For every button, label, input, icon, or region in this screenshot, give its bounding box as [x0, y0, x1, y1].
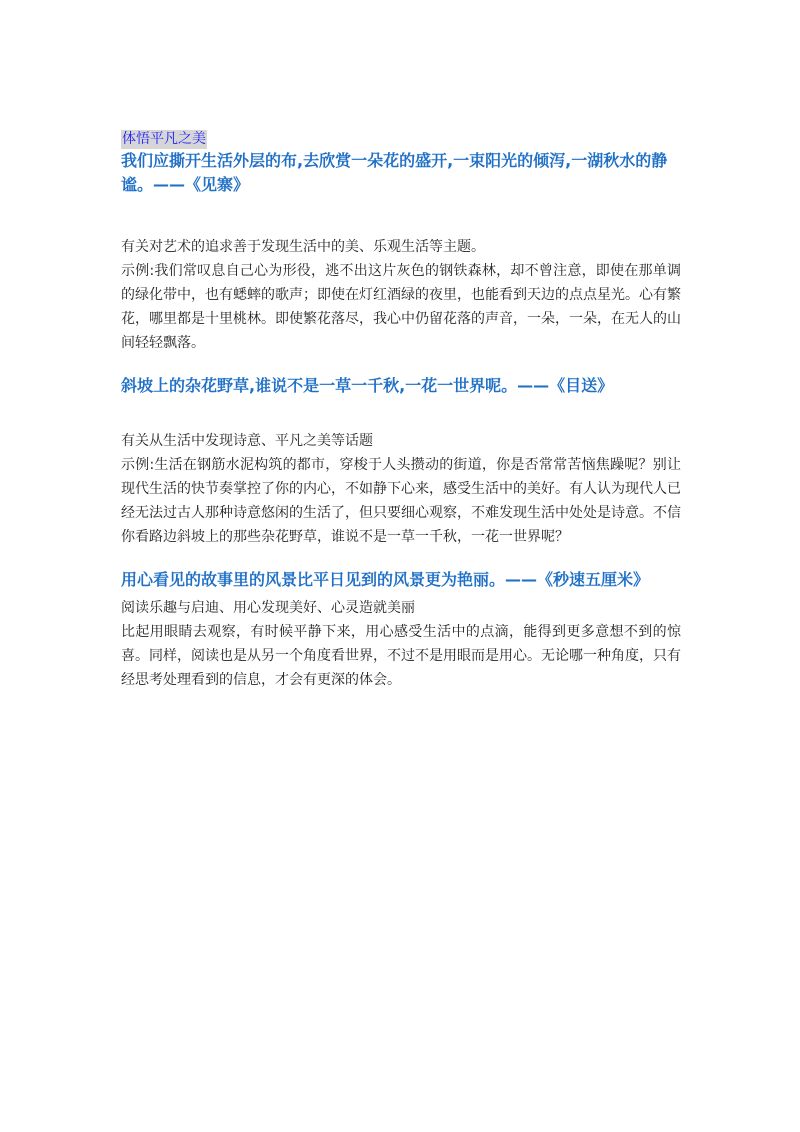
section-example: 示例:我们常叹息自己心为形役，逃不出这片灰色的钢铁森林，却不曾注意，即使在那单调的绿化带中，也有蟋蟀的歌声；即使在灯红酒绿的夜里，也能看到天边的点点星光。心有繁花，哪里都是十里桃林。即使繁花落尽，我心中仍留花落的声音，一朵，一朵，在无人的山间轻轻飘落。 — [121, 263, 681, 351]
section-theme: 阅读乐趣与启迪、用心发现美好、心灵造就美丽 — [121, 600, 415, 616]
section-1 — [121, 149, 681, 355]
section-theme: 有关从生活中发现诗意、平凡之美等话题 — [121, 433, 373, 449]
document-content — [121, 128, 681, 692]
section-3 — [121, 568, 681, 692]
topic-tag: 体悟平凡之美 — [122, 131, 206, 147]
section-example: 示例:生活在钢筋水泥构筑的都市，穿梭于人头攒动的街道，你是否常常苦恼焦躁呢？别让现代生活的快节奏掌控了你的内心，不如静下心来，感受生活中的美好。有人认为现代人已经无法过古人那种诗意悠闲的生活了，但只要细心观察，不难发现生活中处处是诗意。不信你看路边斜坡上的那些杂花野草，谁说不是一草一千秋，一花一世界呢？ — [121, 457, 681, 545]
section-quote: 斜坡上的杂花野草,谁说不是一草一千秋,一花一世界呢。——《目送》 — [121, 376, 614, 395]
section-quote: 用心看见的故事里的风景比平日见到的风景更为艳丽。——《秒速五厘米》 — [121, 570, 650, 589]
section-quote: 我们应撕开生活外层的布,去欣赏一朵花的盛开,一束阳光的倾泻,一湖秋水的静谧。——《见寨》 — [121, 151, 668, 194]
section-theme: 有关对艺术的追求善于发现生活中的美、乐观生活等主题。 — [121, 239, 485, 255]
section-example: 比起用眼睛去观察，有时候平静下来，用心感受生活中的点滴，能得到更多意想不到的惊喜。同样，阅读也是从另一个角度看世界，不过不是用眼而是用心。无论哪一种角度，只有经思考处理看到的信息，才会有更深的体会。 — [121, 624, 681, 688]
section-2 — [121, 374, 681, 549]
